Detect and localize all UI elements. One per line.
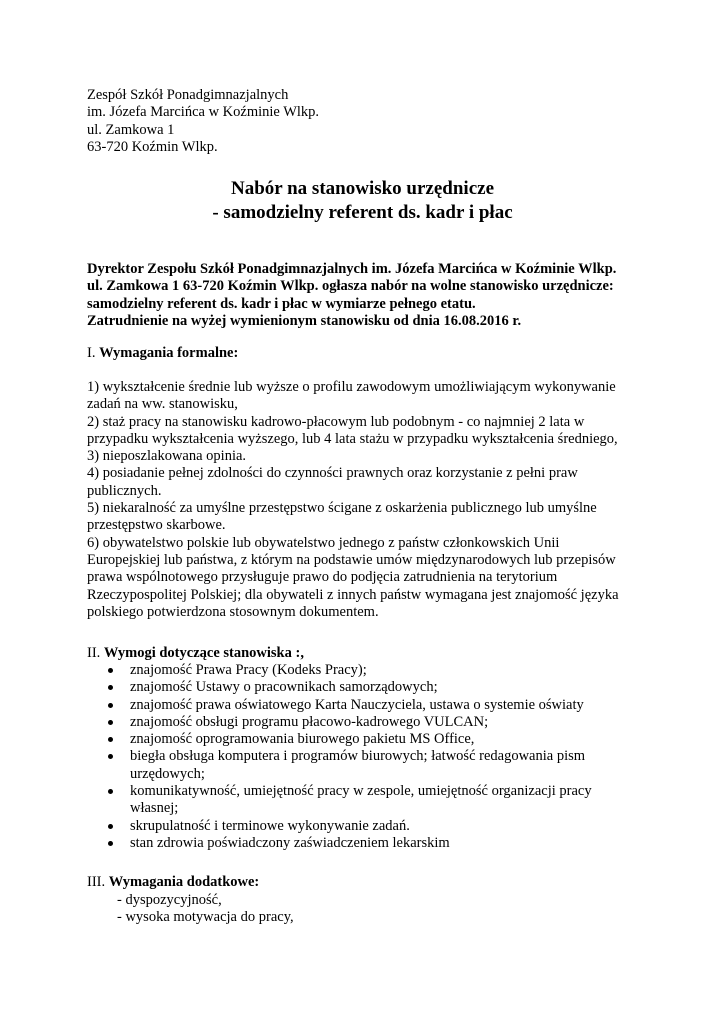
requirement-line: 5) niekaralność za umyślne przestępstwo ścigane z oskarżenia publicznego lub umyślne [87, 500, 597, 517]
requirement-line: zadań na ww. stanowisku, [87, 396, 238, 413]
requirement-line: 4) posiadanie pełnej zdolności do czynności prawnych oraz korzystanie z pełni praw [87, 465, 578, 482]
intro-line: Zatrudnienie na wyżej wymienionym stanowisku od dnia 16.08.2016 r. [87, 312, 522, 329]
section-title: Wymogi dotyczące stanowiska :, [103, 645, 304, 661]
requirement-line: 2) staż pracy na stanowisku kadrowo-płacowym lub podobnym - co najmniej 2 lata w [87, 413, 585, 430]
list-item [87, 818, 617, 835]
requirement-line: przestępstwo skarbowe. [87, 517, 226, 534]
list-item [87, 731, 617, 748]
requirement-line: Europejskiej lub państwa, z którym na podstawie umów międzynarodowych lub przepisów [87, 551, 616, 568]
address-line: im. Józefa Marcińca w Koźminie Wlkp. [87, 104, 320, 121]
requirement-line: publicznych. [87, 482, 162, 499]
section-number: I. [87, 345, 96, 361]
address-line: ul. Zamkowa 1 [87, 121, 175, 138]
requirement-line: 1) wykształcenie średnie lub wyższe o profilu zawodowym umożliwiającym wykonywanie [87, 379, 616, 395]
list-item [87, 748, 617, 783]
section-number: III. [87, 874, 106, 890]
list-item [87, 679, 617, 696]
list-item-text: znajomość obsługi programu płacowo-kadrowego VULCAN; [130, 713, 489, 730]
page-title [0, 177, 725, 225]
list-item-text: znajomość Ustawy o pracownikach samorządowych; [130, 679, 438, 696]
section-number: II. [87, 645, 101, 661]
list-item-text: własnej; [130, 800, 179, 817]
list-item-text: urzędowych; [130, 765, 205, 782]
requirement-line: Rzeczypospolitej Polskiej; dla obywateli z innych państw wymagana jest znajomość języka [87, 586, 619, 603]
section-3-list [117, 892, 294, 927]
list-item [87, 697, 617, 714]
list-item-text: komunikatywność, umiejętność pracy w zespole, umiejętność organizacji pracy [130, 783, 592, 800]
list-item-text: znajomość Prawa Pracy (Kodeks Pracy); [130, 662, 367, 678]
list-item [87, 714, 617, 731]
list-item [87, 835, 617, 852]
list-item-text: stan zdrowia poświadczony zaświadczeniem lekarskim [130, 834, 450, 851]
intro-line: Dyrektor Zespołu Szkół Ponadgimnazjalnych im. Józefa Marcińca w Koźminie Wlkp. [87, 261, 617, 277]
address-line: 63-720 Koźmin Wlkp. [87, 138, 218, 155]
section-3-heading [87, 874, 259, 891]
requirement-line: 3) nieposzlakowana opinia. [87, 448, 247, 465]
section-1-heading [87, 345, 238, 362]
section-1-requirements [87, 379, 647, 621]
list-item [87, 662, 617, 679]
list-item-text: znajomość prawa oświatowego Karta Nauczyciela, ustawa o systemie oświaty [130, 696, 584, 713]
requirement-line: polskiego potwierdzona stosownym dokumentem. [87, 603, 379, 620]
list-item: - wysoka motywacja do pracy, [117, 909, 294, 926]
requirement-line: 6) obywatelstwo polskie lub obywatelstwo jednego z państw członkowskich Unii [87, 534, 560, 551]
title-line: - samodzielny referent ds. kadr i płac [212, 202, 513, 223]
address-line: Zespół Szkół Ponadgimnazjalnych [87, 87, 289, 103]
list-item-text: biegła obsługa komputera i programów biurowych; łatwość redagowania pism [130, 748, 586, 765]
list-item: - dyspozycyjność, [117, 892, 222, 908]
intro-paragraph [87, 261, 616, 330]
list-item [87, 783, 617, 818]
section-2-heading [87, 645, 304, 662]
school-address [87, 87, 319, 156]
intro-line: ul. Zamkowa 1 63-720 Koźmin Wlkp. ogłasza nabór na wolne stanowisko urzędnicze: [87, 278, 614, 295]
section-2-bullet-list [87, 662, 617, 852]
list-item-text: znajomość oprogramowania biurowego pakietu MS Office, [130, 731, 475, 748]
section-title: Wymagania dodatkowe: [108, 874, 260, 890]
intro-line: samodzielny referent ds. kadr i płac w wymiarze pełnego etatu. [87, 295, 476, 312]
requirement-line: prawa wspólnotowego przysługuje prawo do podjęcia zatrudnienia na terytorium [87, 569, 558, 586]
requirement-line: przypadku wykształcenia wyższego, lub 4 lata stażu w przypadku wykształcenia średniego, [87, 430, 618, 447]
section-title: Wymagania formalne: [99, 345, 239, 361]
list-item-text: skrupulatność i terminowe wykonywanie zadań. [130, 817, 410, 834]
title-line: Nabór na stanowisko urzędnicze [230, 178, 495, 199]
